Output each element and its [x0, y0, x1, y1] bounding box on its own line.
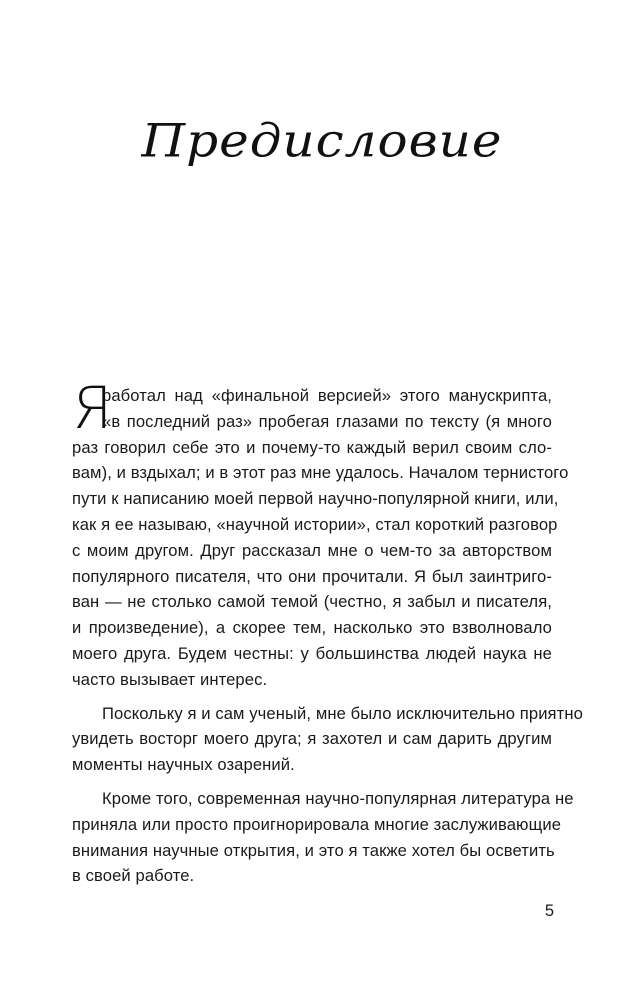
body-text [72, 374, 583, 889]
text-line: и произведение), а скорее тем, насколько это взволновало [72, 618, 552, 638]
text-line: часто вызывает интерес. [72, 669, 268, 689]
text-line: работал над «финальной версией» этого манускрипта, [102, 386, 552, 405]
text-line: моменты научных озарений. [72, 755, 295, 775]
text-line: Кроме того, современная научно-популярная литература не [102, 788, 574, 808]
text-line: ван — не столько самой темой (честно, я забыл и писателя, [72, 592, 552, 612]
text-line: вам), и вздыхал; и в этот раз мне удалось. Началом тернистого [72, 463, 569, 483]
text-line: Поскольку я и сам ученый, мне было исключительно приятно [102, 703, 583, 723]
text-line: внимания научные открытия, и это я также хотел бы осветить [72, 840, 555, 860]
text-line: приняла или просто проигнорировала многие заслуживающие [72, 814, 562, 834]
paragraph-1 [72, 374, 569, 693]
page-number: 5 [544, 902, 554, 920]
text-line: пути к написанию моей первой научно-популярной книги, или, [72, 489, 559, 509]
paragraph-3 [72, 786, 574, 889]
text-line: «в последний раз» пробегая глазами по тексту (я много [102, 411, 552, 431]
text-line: как я ее называю, «научной истории», стал короткий разговор [72, 514, 558, 534]
text-line: раз говорил себе это и почему-то каждый верил своим сло- [72, 437, 552, 457]
text-line: увидеть восторг моего друга; я захотел и сам дарить другим [72, 729, 552, 749]
text-line: с моим другом. Друг рассказал мне о чем-то за авторством [72, 540, 552, 560]
drop-cap: Я [72, 374, 113, 442]
text-line: моего друга. Будем честны: у большинства людей наука не [72, 643, 552, 663]
text-line: популярного писателя, что они прочитали. Я был заинтриго- [72, 566, 552, 586]
text-line: в своей работе. [72, 866, 195, 886]
chapter-heading: Предисловие [141, 114, 503, 168]
paragraph-2 [72, 701, 583, 778]
